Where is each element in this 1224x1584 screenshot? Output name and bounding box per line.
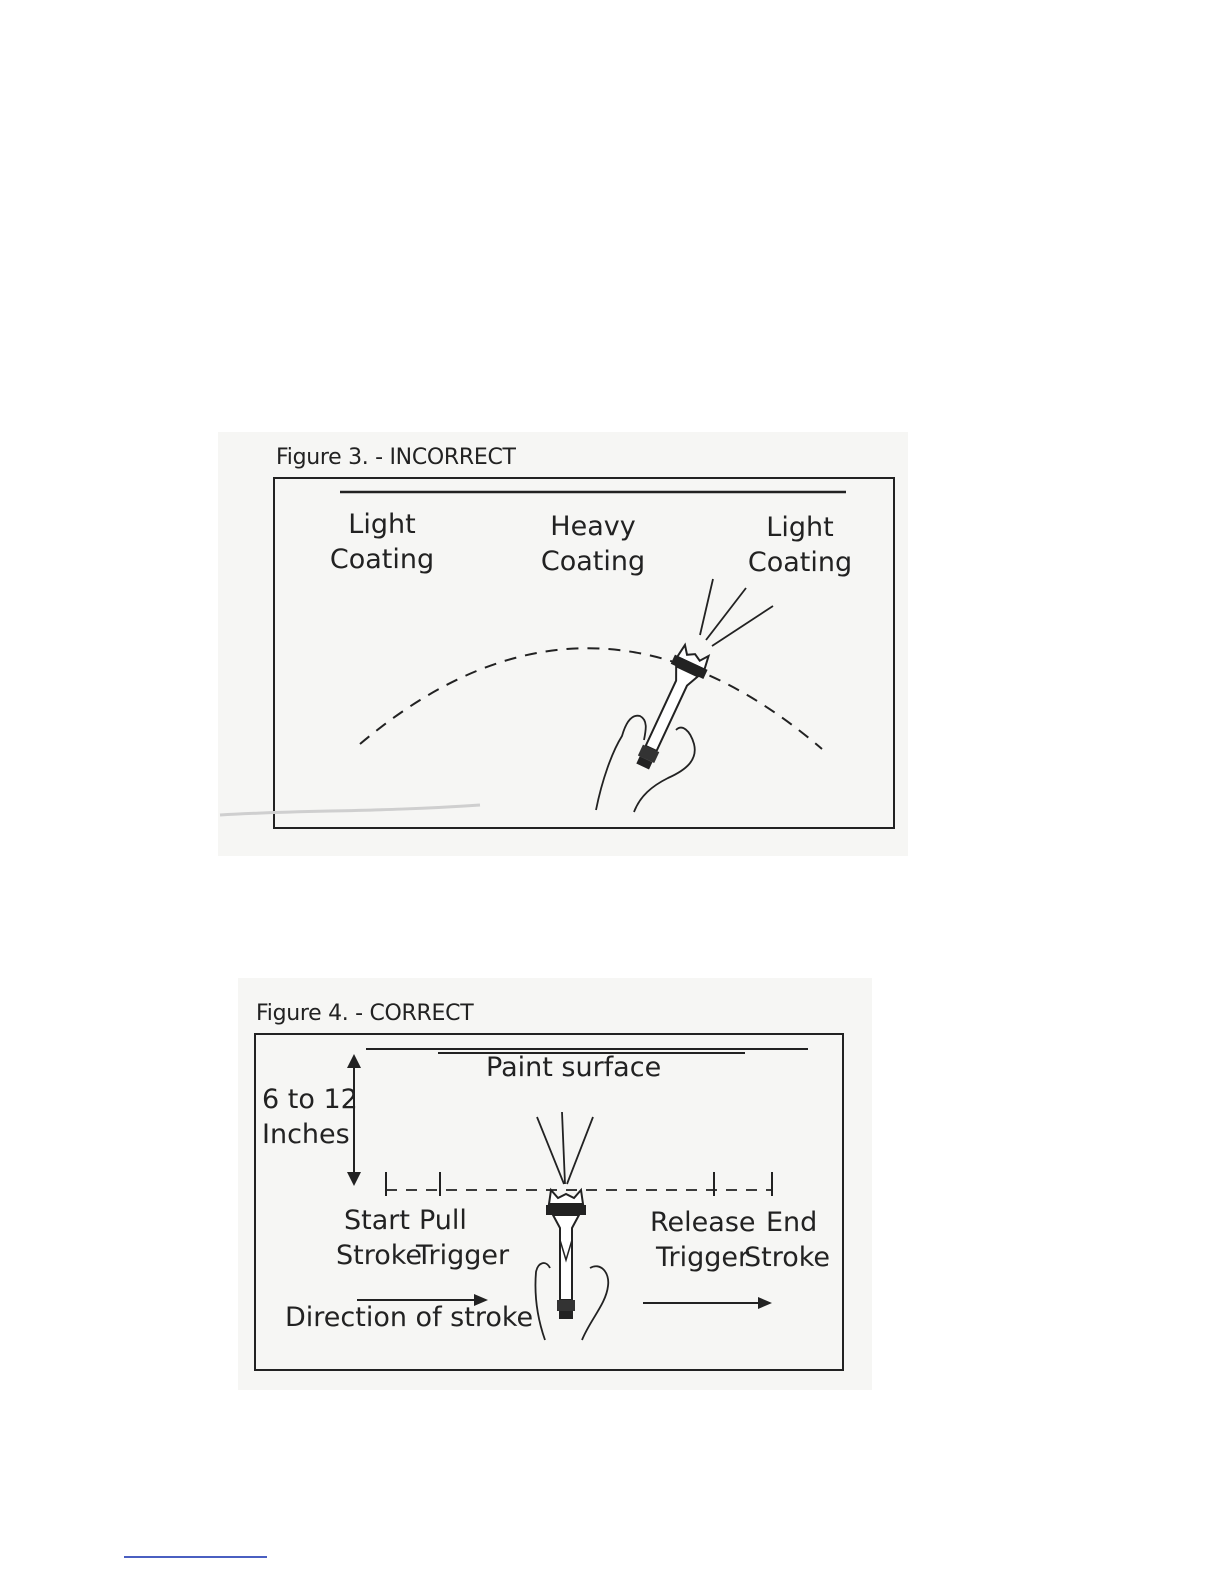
footnote-separator xyxy=(124,1556,267,1558)
figure4-direction-label: Direction of stroke xyxy=(285,1302,534,1333)
figure4-start-line1: Start xyxy=(344,1205,410,1236)
figure3-label-center-line2: Coating xyxy=(540,546,646,577)
spray-gun-icon xyxy=(546,1190,586,1319)
direction-arrow-icon-right xyxy=(643,1297,772,1309)
figure4-distance-line2: Inches xyxy=(262,1119,350,1150)
figure4-surface-label: Paint surface xyxy=(486,1052,662,1083)
figure4-end-line2: Stroke xyxy=(744,1242,831,1273)
figure4-end-line1: End xyxy=(766,1207,818,1238)
figure4-release-line1: Release xyxy=(650,1207,756,1238)
figure3-label-center-line1: Heavy xyxy=(550,511,636,542)
direction-arrow-icon xyxy=(357,1294,488,1306)
figure4-start-line2: Stroke xyxy=(336,1240,423,1271)
spray-fan-icon xyxy=(537,1112,593,1184)
figure3-caption: Figure 3. - INCORRECT xyxy=(276,445,516,470)
figure3-label-left-line2: Coating xyxy=(329,544,435,575)
figure3-label-right-line1: Light xyxy=(766,512,834,543)
figure4-distance-line1: 6 to 12 xyxy=(262,1084,358,1115)
figure4-release-line2: Trigger xyxy=(656,1242,750,1273)
figure3-label-right-line2: Coating xyxy=(747,547,853,578)
figure4-pull-line1: Pull xyxy=(419,1205,467,1236)
double-arrow-icon xyxy=(347,1054,361,1186)
figure3-label-left-line1: Light xyxy=(348,509,416,540)
figure4-pull-line2: Trigger xyxy=(416,1240,510,1271)
figure4-caption: Figure 4. - CORRECT xyxy=(256,1001,474,1026)
